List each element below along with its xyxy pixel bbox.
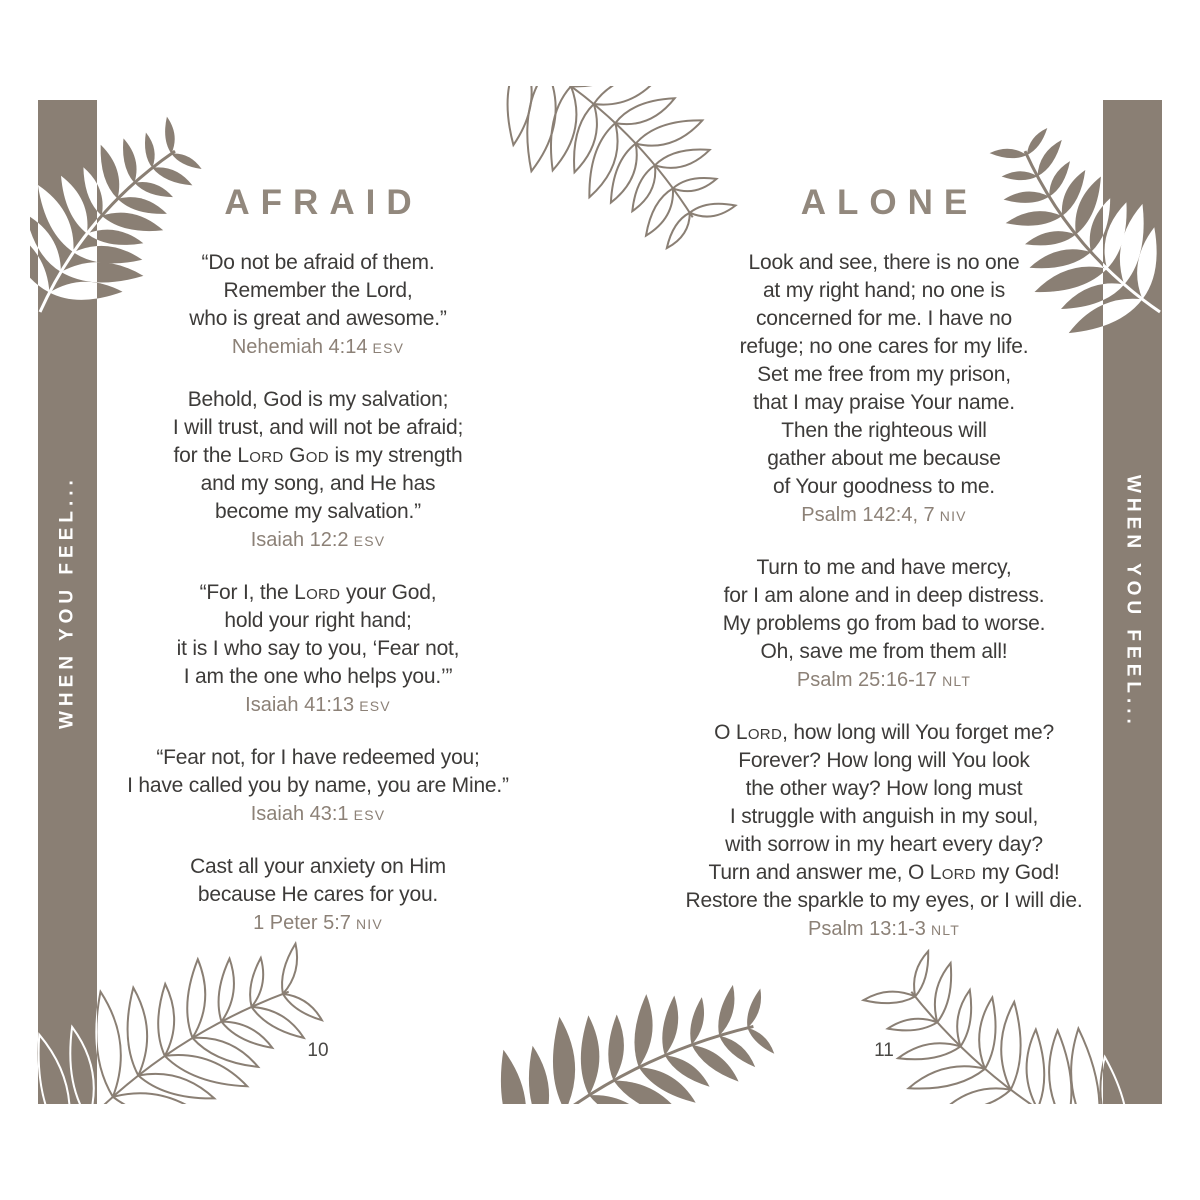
verse-line: My problems go from bad to worse. [722,612,1046,635]
verse-line: Oh, save me from them all! [760,640,1008,663]
verse-line: for I am alone and in deep distress. [723,584,1045,607]
translation-label: ESV [348,807,386,823]
verse-line: for the Lord God is my strength [173,444,463,467]
verse-line: concerned for me. I have no [755,307,1013,330]
verse-line: I am the one who helps you.’” [183,665,453,688]
verse-line: I will trust, and will not be afraid; [172,416,464,439]
verse-line: Turn to me and have mercy, [756,556,1012,579]
reference-text: Psalm 13:1-3 [808,918,926,940]
verse-line: because He cares for you. [197,883,439,906]
translation-label: NIV [934,508,967,524]
verse-group [50,744,586,829]
left-page [50,0,586,1200]
verse-reference [50,526,586,555]
reference-text: Psalm 25:16-17 [796,669,937,691]
verse-group [616,719,1152,944]
small-caps-lord: Lord [237,444,284,467]
translation-label: ESV [354,698,391,714]
verse-line: Then the righteous will [781,419,987,442]
verse-reference [50,691,586,720]
verse-line: Behold, God is my salvation; [187,388,449,411]
verse-reference [616,666,1152,695]
reference-text: Nehemiah 4:14 [231,336,368,358]
verse-line: Remember the Lord, [223,279,413,302]
translation-label: NLT [925,922,960,938]
reference-text: Isaiah 43:1 [250,803,349,825]
right-page-title: ALONE [800,183,979,222]
small-caps-lord: Lord [929,861,976,884]
verse-line: and my song, and He has [200,472,436,495]
verse-group [50,853,586,938]
verse-line: Forever? How long will You look [738,749,1030,772]
verse-line: that I may praise Your name. [753,391,1015,414]
right-page-verses [616,249,1152,944]
translation-label: NIV [350,916,383,932]
verse-group [616,554,1152,695]
translation-label: NLT [936,673,972,689]
verse-group [50,249,586,362]
verse-line: it is I who say to you, ‘Fear not, [176,637,460,660]
verse-line: Set me free from my prison, [757,363,1011,386]
right-page [616,0,1152,1200]
verse-line: refuge; no one cares for my life. [739,335,1029,358]
verse-line: Restore the sparkle to my eyes, or I will die. [685,889,1083,912]
verse-reference [50,333,586,362]
verse-line: become my salvation.” [215,500,421,523]
verse-group [616,249,1152,530]
left-page-verses [50,249,586,938]
verse-line: at my right hand; no one is [762,279,1006,302]
sidebar-right-label: WHEN YOU FEEL... [1122,475,1144,729]
verse-line: who is great and awesome.” [189,307,447,330]
small-caps-lord: God [289,444,329,467]
verse-line: I have called you by name, you are Mine.” [127,774,509,797]
translation-label: ESV [367,340,405,356]
verse-line: hold your right hand; [224,609,412,632]
verse-group [50,579,586,720]
small-caps-lord: Lord [735,721,783,744]
verse-line: I struggle with anguish in my soul, [729,805,1039,828]
verse-line: gather about me because [767,447,1001,470]
verse-line: O Lord, how long will You forget me? [714,721,1054,744]
verse-reference [50,800,586,829]
reference-text: Psalm 142:4, 7 [801,504,935,526]
right-page-number: 11 [874,1040,894,1061]
verse-line: Cast all your anxiety on Him [190,855,446,878]
reference-text: 1 Peter 5:7 [253,912,351,934]
verse-reference [50,909,586,938]
translation-label: ESV [348,533,386,549]
sidebar-left-label: WHEN YOU FEEL... [56,475,78,729]
verse-line: “For I, the Lord your God, [199,581,437,604]
verse-reference [616,501,1152,530]
verse-line: the other way? How long must [745,777,1023,800]
verse-line: “Fear not, for I have redeemed you; [156,746,480,769]
verse-line: of Your goodness to me. [773,475,995,498]
left-page-number: 10 [307,1040,329,1061]
verse-reference [616,915,1152,944]
small-caps-lord: Lord [294,581,341,604]
verse-group [50,386,586,555]
verse-line: with sorrow in my heart every day? [725,833,1043,856]
verse-line: Look and see, there is no one [748,251,1020,274]
reference-text: Isaiah 41:13 [245,694,355,716]
left-page-title: AFRAID [224,183,423,222]
verse-line: “Do not be afraid of them. [201,251,435,274]
verse-line: Turn and answer me, O Lord my God! [708,861,1060,884]
reference-text: Isaiah 12:2 [250,529,349,551]
